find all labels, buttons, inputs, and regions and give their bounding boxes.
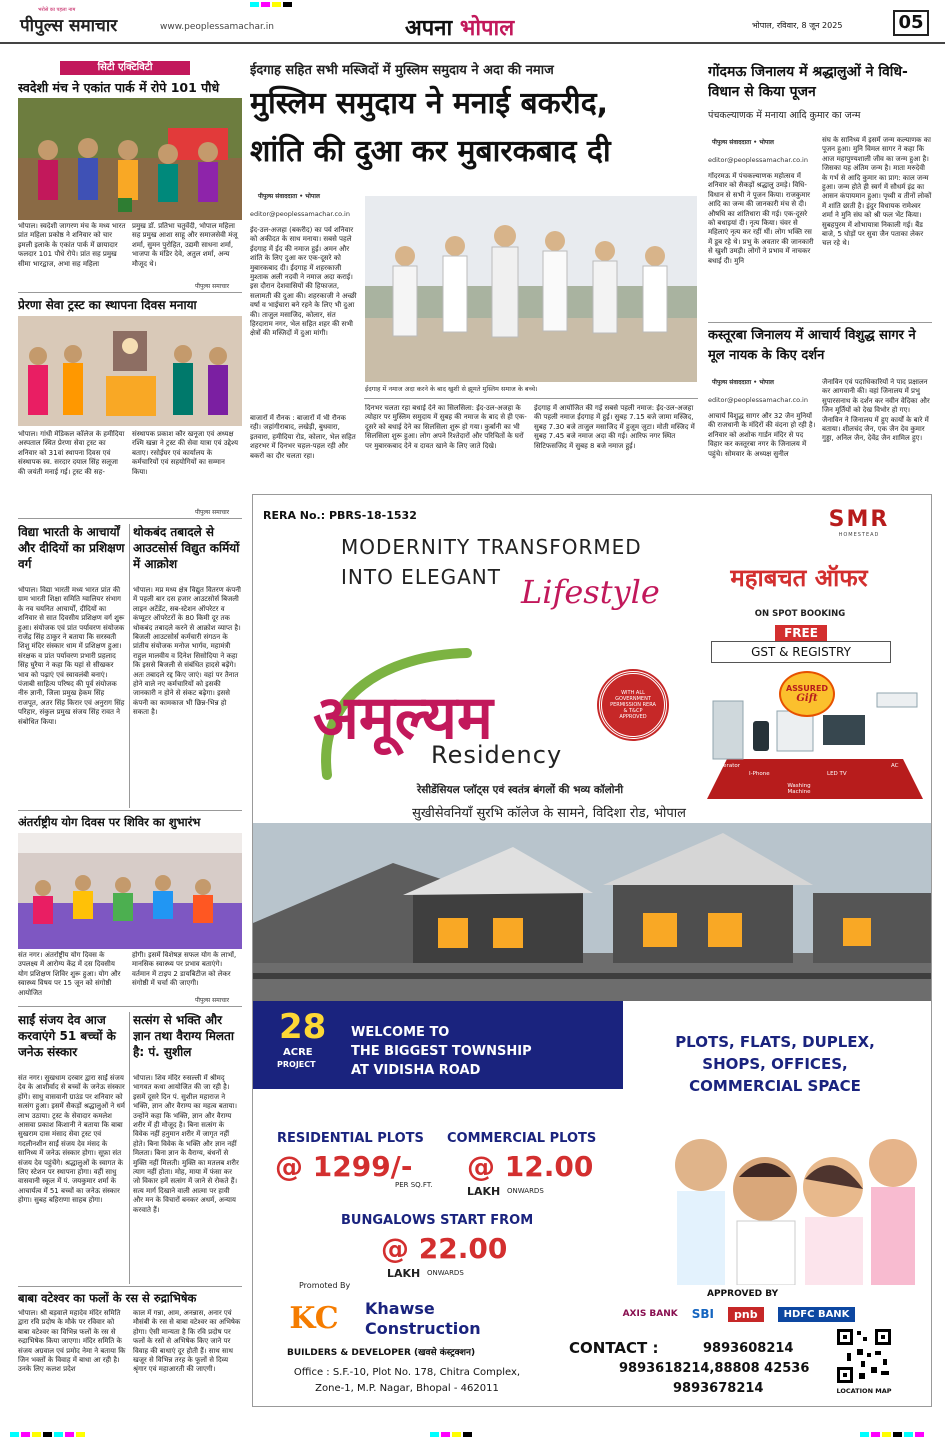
ad-rera-number: RERA No.: PBRS-18-1532 bbox=[263, 509, 417, 522]
lead-body: ईद-उल-अजहा (बकरीद) का पर्व शनिवार को अकीदत के साथ मनाया। सबसे पहले ईदगाह में ईद की नमाज हुई। अमन और शांति के लिए दुआ कर एक-दूसरे को मुबारकबाद दी। ईदगाह में शहरकाजी मुश्ताक अली नदवी ने नमाज अदा कराई। इस दौरान देशवासियों की हिफाजत, सलामती की दुआ की। शहरकाजी ने अच्छी वर्षा व भाईचारा बने रहने के लिए भी दुआ की। ताजुल मसाजिद, कोलार, संत हिरदाराम नगर, भेल सहित शहर की सभी क्षेत्रों की मस्जिदों में दुआ मांगी। bbox=[250, 226, 357, 338]
ad-acre-label: ACRE bbox=[283, 1047, 313, 1058]
color-bar-bottom-right bbox=[860, 1432, 924, 1437]
lead-photo-eid-children bbox=[365, 196, 697, 382]
lead-kicker: ईदगाह सहित सभी मस्जिदों में मुस्लिम समुदाय ने अदा की नमाज bbox=[250, 63, 554, 78]
article-email: editor@peoplessamachar.co.in bbox=[708, 156, 808, 164]
ad-commercial-unit-lakh: LAKH bbox=[467, 1185, 501, 1198]
ad-family-photo bbox=[643, 1099, 932, 1285]
ad-assured-label: ASSURED bbox=[785, 684, 829, 693]
article-body: प्रमुख डॉ. प्रतिभा चतुर्वेदी, भोपाल महिला सह प्रमुख आशा साहू और समाजसेवी मंजू शर्मा, सुमन पुरोहित, उद्यमी साधना शर्मा, भाजपा के मंडिर देवे, अतुल शर्मा, अन्य मौजूद थे। bbox=[132, 222, 238, 268]
article-body: संत नगर। सुखधाम दरबार द्वारा साईं संजय देव के आशीर्वाद से बच्चों के जनेऊ संस्कार होंगे। साधु वासवानी ग्राउंड पर शनिवार को सत्संग हुआ। इसमें सैकड़ों श्रद्धालुओं ने धर्म लाभ उठाया। ट्रस्ट के सेवादार कमलेश आसवा प्रकाश किशानी ने बताया कि बाबा सुखराम दास मंसाद सेवा ट्रस्ट एवं गदलीनशीन साईं संजय देव मंसद के सानिध्य में जनेऊ संस्कार होगा। सूफ़ा संत संजय देव पहुंचेंगे। श्रद्धालुओं के स्वागत के लिए स्टेशन पर स्थापना होगा। वहीं साधु वासवानी स्कूल में पं. जयकुमार शर्मा के आचार्यत्व में 51 बच्चों का जनेऊ संस्कार होगा। सुबह बहिराणा साहब होगा। bbox=[18, 1074, 125, 1205]
ad-builders-developer: BUILDERS & DEVELOPER (खवसे कंस्ट्रक्शन) bbox=[287, 1348, 476, 1358]
article-email: editor@peoplessamachar.co.in bbox=[708, 396, 808, 404]
article-body: गोंदरमऊ में पंचकल्याणक महोत्सव में शनिवार को सैकड़ों श्रद्धालु उमड़े। विधि-विधान से सभी ने पूजन किया। राजकुमार आदि का जन्म की जानकारी मंच से दी। औषधि का शांतिधारा की गई। एक-दूसरे को बधाइयां दी। नृत्य किया। चंवर से महिलाएं नृत्य कर रहीं थीं। लोग भक्ति रस में डूब रहे थे। प्रभु के अवतार की जानकारी से खुशी उमड़ी। लोगों ने प्रभाव में नाचकर बधाई दी। मुनि bbox=[708, 172, 814, 265]
lead-headline-line2: शांति की दुआ कर मुबारकबाद दी bbox=[250, 134, 611, 169]
ad-acre-number: 28 bbox=[279, 1007, 327, 1047]
divider bbox=[18, 1006, 242, 1007]
article-body: भोपाल। श्री बड़वाले महादेव मंदिर समिति द्वारा रवि प्रदोष के मौके पर रविवार को बाबा वटेश्वर का विभिन्न फलों के रस से रुद्राभिषेक किया जाएगा। मंदिर समिति के संजय अग्रवाल एवं प्रमोद नेमा ने बताया कि जिन भक्तों के विवाह में बाधा आ रही है। उनके लिए कलश प्रदेश bbox=[18, 1309, 126, 1374]
ad-phone-1: 9893608214 bbox=[703, 1341, 794, 1356]
section-title bbox=[405, 12, 514, 42]
article-headline: साईं संजय देव आज करवाएंगे 51 बच्चों के जनेऊ संस्कार bbox=[18, 1013, 116, 1059]
lead-body-markets: बाजारों में रौनक : बाजारों में भी रौनक रही। जहांगीराबाद, लखेड़ी, बुधवारा, इतवारा, हमीदिया रोड, कोलार, भेल सहित शहरभर में दिनभर चहल-पहल रही और बकरों का दौर चलता रहा। bbox=[250, 414, 356, 460]
ad-project-name-en: Residency bbox=[431, 741, 563, 769]
lead-column-first-namaz: ईदगाह में आयोजित की गई सबसे पहली नमाज: ईद-उल-अजहा की पहली नमाज ईदगाह में हुई। सुबह 7.15 बजे जामा मस्जिद, सुबह 7.30 बजे ताजुल मसाजिद में हुजूम जुटा। मोती मस्जिद में सुबह 7.45 बजे नमाज अदा की गई। आरिफ नगर स्थित सिटिफसजिद में सुबह 8 बजे नमाज हुई। bbox=[534, 404, 695, 450]
ad-assured-gift-badge bbox=[779, 671, 835, 717]
lead-headline-line1: मुस्लिम समुदाय ने मनाई बकरीद, bbox=[250, 86, 609, 121]
ad-qr-label: LOCATION MAP bbox=[836, 1387, 892, 1395]
ad-tagline-1: MODERNITY TRANSFORMED bbox=[341, 535, 642, 559]
divider bbox=[18, 518, 242, 519]
ad-kc-logo: KC bbox=[289, 1301, 339, 1336]
lead-byline: पीपुल्स संवाददाता • भोपाल bbox=[258, 193, 320, 200]
article-photo-tree-plantation bbox=[18, 98, 242, 220]
lead-photo-caption: ईदगाह में नमाज अदा करने के बाद खुशी से झूमते मुस्लिम समाज के बच्चे। bbox=[365, 385, 538, 393]
article-body: भोपाल। शिव मंदिर रुसल्ली में श्रीमद् भागवत कथा आयोजित की जा रही है। इसमें दूसरे दिन पं. सुशील महाराज ने भक्ति, ज्ञान और वैराग्य का महत्व बताया। उन्होंने कहा कि भक्ति, ज्ञान और वैराग्य शरीर में ही मौजूद है। बिना सत्संग के विवेक नहीं हनुमान शरीर में जागृत नहीं होते। बिना विवेक के भक्ति और ज्ञान नहीं मिलता। बिना ज्ञान के वैराग्य, बंधनों से मुक्ति नहीं मिलती। मुक्ति का मतलब शरीर त्याग नहीं होता। मोह, माया में फंसा कर जो विकार हमें सत्संग में जाने से रोकते हैं। सत्य मार्ग दिखाने वाली आत्मा पर हावी और मन के विचारों बनकर अधर्म, अन्याय करवाते हैं। bbox=[133, 1074, 239, 1214]
ad-property-types-3: COMMERCIAL SPACE bbox=[689, 1077, 861, 1095]
ad-builder-name-2: Construction bbox=[365, 1319, 481, 1338]
article-headline: प्रेरणा सेवा ट्रस्ट का स्थापना दिवस मनाया bbox=[18, 298, 197, 312]
ad-welcome-line2: THE BIGGEST TOWNSHIP bbox=[351, 1044, 532, 1059]
article-body: भोपाल। मप्र मध्य क्षेत्र विद्युत वितरण कंपनी में पहली बार दस हजार आउटसोर्स बिजली लाइन अटेंडेंट, सब-स्टेशन ऑपरेटर व कंप्यूटर ऑपरेटरों के 80 किमी दूर तक थोकबंद तबादले करने से आक्रोश व्याप्त है। बिजली आउटसोर्स कर्मचारी संगठन के प्रांतीय संयोजक मनोज भार्गव, महामंत्री राहुल मालवीय व दिनेश सिसोदिया ने कहा कि इससे बिजली से संबंधित हादसे बढ़ेंगे। अतः तबादले रद्द किए जाएं। वहां पर तैनात होने वाले नए कर्मचारियों को इसकी जानकारी न होने से संकट बढ़ेगा। इससे कंपनी का कामकाज भी छिन्न-भिन्न हो सकता है। bbox=[133, 586, 241, 717]
ad-residential-label: RESIDENTIAL PLOTS bbox=[277, 1131, 424, 1146]
lead-column-greetings: दिनभर चलता रहा बधाई देने का सिलसिला: ईद-उल-अजहा के त्योहार पर मुस्लिम समुदाय में सुबह की नमाज के बाद से ही एक-दूसरे को बधाई देने का सिलसिला शुरू हो गया। कुर्बानी का भी सिलसिला शुरू हुआ। लोग अपने रिश्तेदारों और परिचितों के घरों पर मुबारकबाद देने व दावत खाने के लिए जाते दिखे। bbox=[365, 404, 527, 450]
ad-bank-axis: AXIS BANK bbox=[622, 1309, 678, 1319]
ad-on-spot-booking: ON SPOT BOOKING bbox=[754, 609, 846, 619]
article-headline: बाबा वटेश्वर का फलों के रस से रुद्राभिषेक bbox=[18, 1291, 197, 1305]
lead-email: editor@peoplessamachar.co.in bbox=[250, 210, 350, 218]
ad-bank-logos bbox=[549, 1303, 929, 1325]
color-bar-top bbox=[250, 2, 292, 7]
ad-residential-unit: PER SQ.FT. bbox=[395, 1181, 433, 1189]
masthead-brand: पीपुल्स समाचार bbox=[20, 16, 118, 36]
article-body: जैनाविन एवं पदाधिकारियों ने पाद प्रक्षालन कर आगवानी की। वहां जिनालय में प्रभु सुपारसनाथ के दर्शन कर नवीन वेदिका और जिन मूर्तियों को देख विभोर हो गए। जैनाविन ने जिनालय में हुए कार्यों के बारे में बताया। शीलचंद जैन, एक जैन देव कुमार गुड्डा, अनिल जैन, देवेंद्र जैन शामिल हुए। bbox=[822, 378, 930, 443]
article-body: होगी। इसमें विशेषज्ञ सफल योग के लाभों, मानसिक स्वास्थ्य पर प्रभाव बताएंगे। वर्तमान में टाइप 2 डायबिटीज को लेकर संगोष्ठी में चर्चा की जाएगी। bbox=[132, 951, 237, 988]
ad-office-line-1: Office : S.F.-10, Plot No. 178, Chitra Complex, bbox=[293, 1367, 521, 1378]
article-byline: पीपुल्स संवाददाता • भोपाल bbox=[712, 139, 774, 146]
ad-bank-sbi: SBI bbox=[691, 1307, 715, 1321]
ad-seal-text: WITH ALL GOVERNMENT PERMISSION RERA & T&CP APPROVED bbox=[610, 690, 656, 720]
real-estate-advertisement bbox=[252, 494, 932, 1407]
ad-property-types-2: SHOPS, OFFICES, bbox=[702, 1055, 848, 1073]
color-bar-bottom-center bbox=[430, 1432, 472, 1437]
divider bbox=[18, 292, 242, 293]
ad-tagline-script: Lifestyle bbox=[521, 573, 660, 611]
ad-gift-washing-machine: Washing Machine bbox=[787, 783, 811, 795]
section-title-b: भोपाल bbox=[459, 16, 515, 41]
page-number: 05 bbox=[893, 10, 929, 36]
article-headline: थोकबंद तबादले से आउटसोर्स विद्युत कर्मियों में आक्रोश bbox=[133, 525, 240, 571]
article-headline: विद्या भारती के आचार्यों और दीदियों का प्रशिक्षण वर्ग bbox=[18, 525, 125, 571]
ad-gift-label: Gift bbox=[796, 693, 818, 704]
divider bbox=[18, 810, 242, 811]
ad-builder-name-1: Khawse bbox=[365, 1299, 435, 1318]
divider bbox=[18, 1286, 242, 1287]
city-activity-kicker: सिटी एक्टिविटी bbox=[60, 61, 190, 75]
ad-gift-led-tv: LED TV bbox=[827, 771, 847, 777]
article-headline: अंतर्राष्ट्रीय योग दिवस पर शिविर का शुभारंभ bbox=[18, 815, 201, 829]
dateline: भोपाल, रविवार, 8 जून 2025 bbox=[752, 21, 843, 30]
ad-office-line-2: Zone-1, M.P. Nagar, Bhopal - 462011 bbox=[315, 1383, 499, 1394]
ad-bungalow-unit-onwards: ONWARDS bbox=[427, 1269, 464, 1277]
article-credit: पीपुल्स समाचार bbox=[195, 997, 230, 1004]
article-credit: पीपुल्स समाचार bbox=[195, 283, 230, 290]
ad-gst-registry: GST & REGISTRY bbox=[711, 641, 891, 663]
article-credit: पीपुल्स समाचार bbox=[195, 509, 230, 516]
ad-phone-2: 9893618214,88808 42536 bbox=[619, 1361, 810, 1376]
ad-property-types-1: PLOTS, FLATS, DUPLEX, bbox=[675, 1033, 875, 1051]
ad-welcome-line1: WELCOME TO bbox=[351, 1025, 450, 1040]
article-body: संत नगर। अंतर्राष्ट्रीय योग दिवस के उपलक्ष्य में आरोग्य केंद्र में दस दिवसीय योग प्रशिक्षण शिविर शुरू हुआ। योग और स्वास्थ्य विषय पर 15 जून को संगोष्ठी आयोजित bbox=[18, 951, 121, 997]
ad-contact-label: CONTACT : bbox=[569, 1339, 659, 1357]
ad-tagline-2: INTO ELEGANT bbox=[341, 565, 501, 589]
ad-logo-sub: HOMESTEAD bbox=[838, 532, 880, 538]
ad-bungalow-price: @ 22.00 bbox=[381, 1232, 508, 1265]
article-body: भोपाल। स्वदेशी जागरण मंच के मध्य भारत प्रांत महिला प्रकोष्ठ ने शनिवार को चार इमली इलाके के एकांत पार्क में छायादार फलदार 101 पौधे रोपे। प्रांत सह प्रमुख सीमा भारद्वाज, अभा सह महिला bbox=[18, 222, 126, 268]
ad-commercial-price: @ 12.00 bbox=[467, 1150, 594, 1183]
divider-vertical bbox=[129, 1012, 130, 1284]
ad-phone-3: 9893678214 bbox=[673, 1381, 764, 1396]
divider-vertical bbox=[129, 524, 130, 808]
ad-gift-refrigerator: Refrigerator bbox=[707, 763, 740, 769]
ad-bungalow-render bbox=[253, 823, 932, 1001]
masthead-url: www.peoplessamachar.in bbox=[160, 22, 274, 32]
ad-logo-text: SMR bbox=[828, 507, 890, 532]
ad-promoted-by: Promoted By bbox=[299, 1281, 351, 1290]
ad-residential-price: @ 1299/- bbox=[275, 1150, 413, 1183]
ad-qr-code bbox=[835, 1327, 893, 1385]
masthead-brand-tag: भरोसे का पहला नाम bbox=[38, 7, 76, 13]
ad-bungalow-label: BUNGALOWS START FROM bbox=[341, 1213, 534, 1228]
ad-acre-project: PROJECT bbox=[277, 1060, 316, 1069]
ad-gift-ac: AC bbox=[891, 763, 899, 769]
article-headline: सत्संग से भक्ति और ज्ञान तथा वैराग्य मिलता है: पं. सुशील bbox=[133, 1013, 234, 1059]
ad-gifts-display bbox=[707, 671, 923, 799]
ad-bank-hdfc: HDFC BANK bbox=[778, 1307, 856, 1322]
divider bbox=[364, 398, 698, 399]
divider bbox=[708, 322, 932, 323]
ad-project-name-hi: अमूल्यम bbox=[313, 683, 493, 753]
ad-bank-pnb: pnb bbox=[728, 1307, 764, 1322]
section-title-a: अपना bbox=[405, 16, 453, 41]
color-bar-bottom-left bbox=[10, 1432, 85, 1437]
article-headline: स्वदेशी मंच ने एकांत पार्क में रोपे 101 पौधे bbox=[18, 80, 220, 95]
ad-commercial-label: COMMERCIAL PLOTS bbox=[447, 1131, 597, 1146]
ad-developer-logo bbox=[825, 507, 893, 547]
article-byline: पीपुल्स संवाददाता • भोपाल bbox=[712, 379, 774, 386]
ad-offer-headline: महाबचत ऑफर bbox=[730, 564, 868, 592]
masthead bbox=[0, 0, 945, 44]
ad-commercial-unit-onwards: ONWARDS bbox=[507, 1187, 544, 1195]
ad-welcome-line3: AT VIDISHA ROAD bbox=[351, 1063, 481, 1078]
article-subhead: पंचकल्याणक में मनाया आदि कुमार का जन्म bbox=[708, 110, 861, 121]
article-body: भोपाल। विद्या भारती मध्य भारत प्रांत की ग्राम भारती शिक्षा समिति ग्वालियर संभाग के नव चयनित आचार्यों, दीदियों का शनिवार से सात दिवसीय प्रशिक्षण वर्ग शुरू हुआ। संयोजक एवं प्रांत पर्यावरण संयोजक राजेंद्र सिंह ठाकुर ने बताया कि सरस्वती शिशु मंदिर संस्कार धाम में प्रशिक्षण हुआ। संरक्षक व प्रांत पर्यावरण प्रभारी प्रहलाद सिंह घुरैया ने कहा कि यहां से सीखकर भाव को पढ़ाएं एवं स्वावलंबी बनाएं। पंजाबी साहित्य परिषद की पूर्व संयोजक नीरु ज्ञानी, जिला प्रमुख हेकम सिंह राजपूत, अतर सिंह किरार एवं अनुराग सिंह परिहार, संकुल प्रमुख संजय सिंह रावत ने संबोधित किया। bbox=[18, 586, 125, 726]
article-headline: कस्तूरबा जिनालय में आचार्य विशुद्ध सागर ने मूल नायक के किए दर्शन bbox=[708, 328, 916, 363]
article-body: भोपाल। गांधी मेडिकल कॉलेज के हमीदिया अस्पताल स्थित प्रेरणा सेवा ट्रस्ट का शनिवार को 31वां स्थापना दिवस एवं संस्थापक स्व. सरदार दयाल सिंह सलूजा की जयंती मनाई गई। ट्रस्ट की सह- bbox=[18, 430, 125, 476]
article-body: संघ के सानिध्य में इसमें जन्म कल्याणक का पूजन हुआ। मुनि विमल सागर ने कहा कि आज महापुण्यशाली जीव का जन्म हुआ है। जिसका यह अंतिम जन्म है। माता मरुदेवी के गर्भ से आदि कुमार का प्राग: काल जन्म हुआ। जन्म होते ही स्वर्ग में सौधर्म इंद्र का आसन कंपायमान हुआ। पृथ्वी व तीनों लोकों में शांति छाती है। इंदुर विधायक रामेश्वर शर्मा ने मुनि संघ को श्री फल भेंट किया। सुबहपुरम में शोभायात्रा निकाली गई। बैंड बाजे, 5 घोड़ों पर सुवा जैन पताका लेकर चल रहे थे। bbox=[822, 136, 932, 248]
ad-approval-seal bbox=[599, 671, 667, 739]
article-body: आचार्य विशुद्ध सागर और 32 जैन मुनियों की राजधानी के मंदिरों की वंदना हो रही है। शनिवार को अशोक गार्डन मंदिर से पद विहार कर कस्तूरबा नगर के जिनालय में पहुंचे। सोमवार के अध्यक्ष सुनील bbox=[708, 412, 816, 458]
ad-gift-iphone: I-Phone bbox=[749, 771, 770, 777]
article-body: काल में गन्ना, आम, अनन्नास, अनार एवं मौसंबी के रस से बाबा वटेश्वर का अभिषेक होगा। ऐसी मान्यता है कि रवि प्रदोष पर फलों के रसों से अभिषेक किए जाने पर विवाह की बाधाएं दूर होती हैं। साथ साथ खजूर से विभिन्न तरह के फूलों से दिव्य श्रृंगार एवं महाआरती की जाएगी। bbox=[133, 1309, 241, 1374]
ad-project-address: सुखीसेवनियाँ सुरभि कॉलेज के सामने, विदिशा रोड, भोपाल bbox=[412, 806, 686, 821]
article-photo-yoga-camp bbox=[18, 833, 242, 949]
article-photo-trust-anniversary bbox=[18, 316, 242, 426]
ad-bungalow-unit-lakh: LAKH bbox=[387, 1267, 421, 1280]
ad-project-description: रेसीडेंसियल प्लॉट्स एवं स्वतंत्र बंगलों की भव्य कॉलोनी bbox=[416, 784, 624, 796]
ad-approved-by: APPROVED BY bbox=[707, 1289, 779, 1299]
article-body: संस्थापक प्रकाश कौर खनूजा एवं अध्यक्ष रश्मि खन्ना ने ट्रस्ट की सेवा यात्रा एवं उद्देश्य बताए। रसोईघर एवं कार्यालय के कर्मचारियों एवं सहयोगियों का सम्मान किया। bbox=[132, 430, 239, 476]
article-headline: गोंदमऊ जिनालय में श्रद्धालुओं ने विधि-विधान से किया पूजन bbox=[708, 64, 908, 100]
ad-free-badge: FREE bbox=[775, 625, 827, 641]
